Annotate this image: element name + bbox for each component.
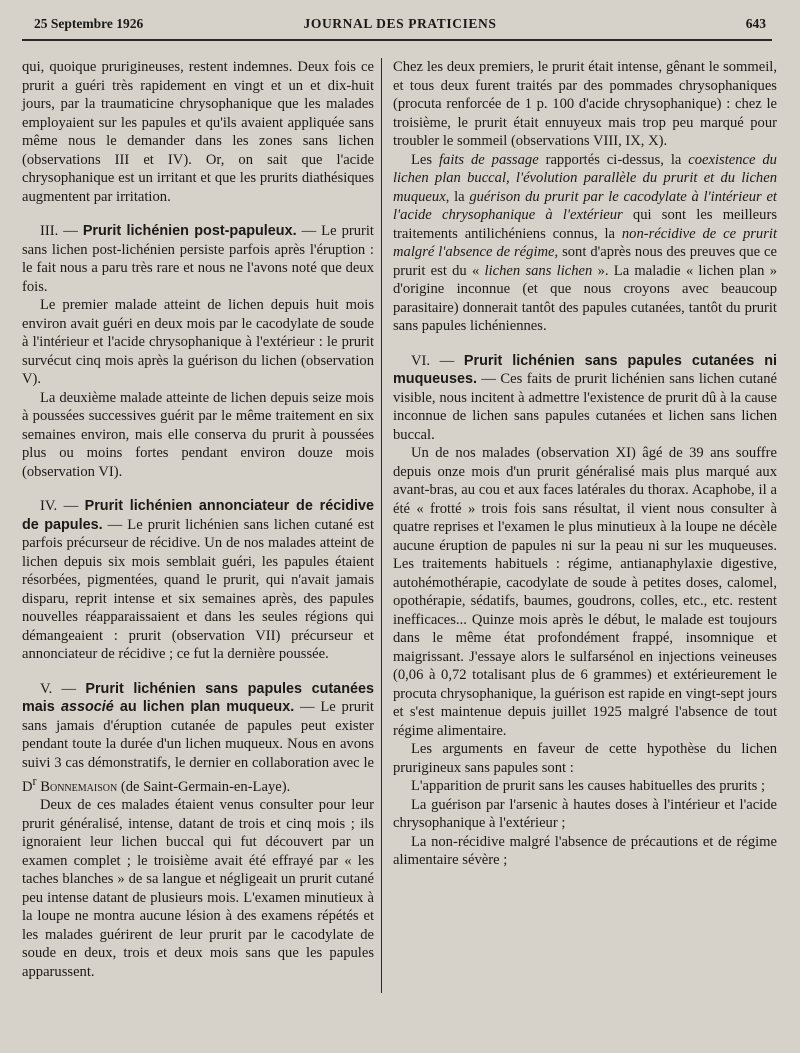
paragraph: qui, quoique prurigineuses, restent indemnes. Deux fois ce prurit a guéri très rapidement en vingt et un et dix-huit jours, par la traumaticine chrysophanique que les malades employaient sur les papules et qu'ils avaient appliquée sans même nous le demander dans les zones sans lichen (observations III et IV). Or, on sait que l'acide chrysophanique est un irritant et que les prurits diathésiques augmentent par irritation. [22, 59, 374, 205]
paragraph: La deuxième malade atteinte de lichen depuis seize mois à poussées successives guérit par le même traitement en six semaines environ, mais elle conserva du prurit à poussées plus ou moins fortes pendant environ douze mois (observation VI). [22, 389, 374, 480]
text-run: rapportés ci-dessus, la [538, 151, 689, 168]
section-heading: Prurit lichénien sans papules cutanées ni muqueuses. [393, 352, 777, 387]
emphasis: faits de passage [438, 151, 539, 168]
right-column [393, 58, 777, 870]
text-run: , sont d'après nous des preuves que ce prurit est du « [393, 244, 777, 279]
emphasis: non-récidive de ce prurit malgré l'absence de régime [393, 225, 777, 260]
section-number: VI. — [411, 352, 464, 369]
paragraph: La guérison par l'arsenic à hautes doses à l'intérieur et l'acide chrysophanique à l'extérieur ; [393, 796, 777, 831]
section-text: (de Saint-Germain-en-Laye). [117, 778, 291, 795]
page-header [34, 16, 766, 40]
emphasis: guérison du prurit par le cacodylate à l'intérieur et l'acide chrysophanique à l'extérieur [393, 188, 777, 223]
emphasis: lichen sans lichen [484, 262, 593, 279]
header-date: 25 Septembre 1926 [34, 16, 144, 31]
section-heading: Prurit lichénien post-papuleux. [82, 223, 297, 239]
paragraph: Deux de ces malades étaient venus consulter pour leur prurit généralisé, intense, datant de trois et cinq mois ; ils ignoraient leur lichen buccal qui fut découvert par un examen complet ; le troisième avait été effrayé par « les taches blanches » de sa langue et négligeait un prurit cutané peu intense datant de plusieurs mois. L'examen minutieux à la loupe ne montra aucune lésion à des examens répétés et les malades guérirent de leur prurit par le cacodylate de soude en deux, trois et deux mois sans que les papules apparussent. [22, 797, 374, 980]
journal-title: JOURNAL DES PRATICIENS [303, 16, 497, 31]
section-heading: Prurit lichénien annonciateur de récidive de papules. [22, 498, 374, 533]
emphasis: coexistence du lichen plan buccal, l'évolution parallèle du prurit et du lichen muqueux [393, 151, 777, 205]
paragraph: Chez les deux premiers, le prurit était intense, gênant le sommeil, et tous deux furent traités par des pommades chrysophaniques (procuta renforcée de 1 p. 100 d'acide chrysophanique) : chez le troisième, le prurit était ennuyeux mais trop peu marqué pour troubler le sommeil (observations VIII, IX, X). [393, 59, 777, 149]
paragraph: L'apparition de prurit sans les causes habituelles des prurits ; [411, 778, 766, 794]
paragraph [393, 151, 777, 336]
header-rule [22, 39, 772, 41]
author-name: Bonnemaison [36, 778, 118, 795]
paragraph: La non-récidive malgré l'absence de précautions et de régime alimentaire sévère ; [393, 833, 777, 868]
text-run: Les [411, 151, 439, 168]
section-text: — Le prurit lichénien sans lichen cutané est parfois précurseur de récidive. Un de nos malades atteint de lichen depuis six mois semblait guéri, les papules étaient résorbées, pigmentées, quand le prurit, qui n'avait jamais disparu, reprit intense et six semaines après, des papules nouvelles réapparaissaient et dans les seules régions qui démangeaient : prurit (observation VII) précurseur et annonciateur de récidive ; ce fut la dernière poussée. [22, 516, 374, 662]
section-text: — Ces faits de prurit lichénien sans lichen cutané visible, nous incitent à admettre l'existence de prurit dû à la cause inconnue de lichen sans papules cutanées et lichen sans lichen buccal. [393, 371, 777, 443]
section-v [22, 680, 374, 797]
section-number: IV. — [40, 498, 85, 514]
section-iii [22, 222, 374, 296]
section-number: III. — [40, 223, 83, 239]
section-number: V. — [40, 680, 86, 697]
section-text: — Le prurit sans lichen post-lichénien persiste parfois après l'éruption : le fait nous a paru très rare et nous ne l'avons noté que deux fois. [22, 223, 374, 295]
text-run: ». La maladie « lichen plan » d'origine inconnue (et que nous croyons avec beaucoup parasitaire) donnerait tantôt des papules cutanées, tantôt du prurit sans papules lichéniennes. [393, 262, 777, 334]
paragraph: Un de nos malades (observation XI) âgé de 39 ans souffre depuis onze mois d'un prurit généralisé mais plus marqué aux avant-bras, au cou et aux faces latérales du thorax. Acaphobe, il a été « frotté » trois fois sans résultat, il vient nous consulter à quatre reprises et l'examen le plus minutieux à la loupe ne décèle aucune éruption de papules ni sur la peau ni sur les muqueuses. Les traitements habituels : régime, antianaphylaxie digestive, autohémothérapie, cacodylate de soude à petites doses, calomel, opothérapie, sédatifs, baumes, goudrons, colles, etc., etc. restent inefficaces... Quinze mois après le début, le malade est toujours dans le même état profondément frappé, insomnique et maigrissant. J'essaye alors le sulfarsénol en injections veineuses (0,06 à 0,72 totalisant plus de 6 grammes) et extérieurement le procuta chrysophanique, la guérison est rapide en vingt-sept jours et s'est maintenue depuis juillet 1925 malgré l'absence de tout régime alimentaire. [393, 445, 777, 739]
heading-part: Prurit lichénien sans papules cutanées mais [22, 680, 374, 715]
page-number: 643 [745, 16, 766, 31]
heading-emphasis: associé [60, 699, 114, 715]
section-iv [22, 497, 374, 664]
text-run: qui sont les meilleurs traitements antilichéniens connus, la [393, 207, 778, 242]
paragraph: Les arguments en faveur de cette hypothèse du lichen prurigineux sans papules sont : [393, 741, 777, 776]
title-superscript: r [32, 774, 37, 788]
heading-part: au lichen plan muqueux. [113, 699, 295, 715]
section-text: — Le prurit sans jamais d'éruption cutanée de papules peut exister pendant toute la durée d'un lichen muqueux. Nous en avons suivi 3 cas démonstratifs, le dernier en collaboration avec le D [22, 699, 374, 795]
column-divider [381, 58, 382, 993]
left-column [22, 58, 374, 981]
section-vi [393, 352, 777, 445]
paragraph: Le premier malade atteint de lichen depuis huit mois environ avait guéri en deux mois par le cacodylate de soude à l'intérieur et l'acide chrysophanique à l'extérieur : le prurit survécut cinq mois après la guérison du lichen (observation V). [22, 297, 374, 387]
text-run: , la [445, 188, 470, 205]
